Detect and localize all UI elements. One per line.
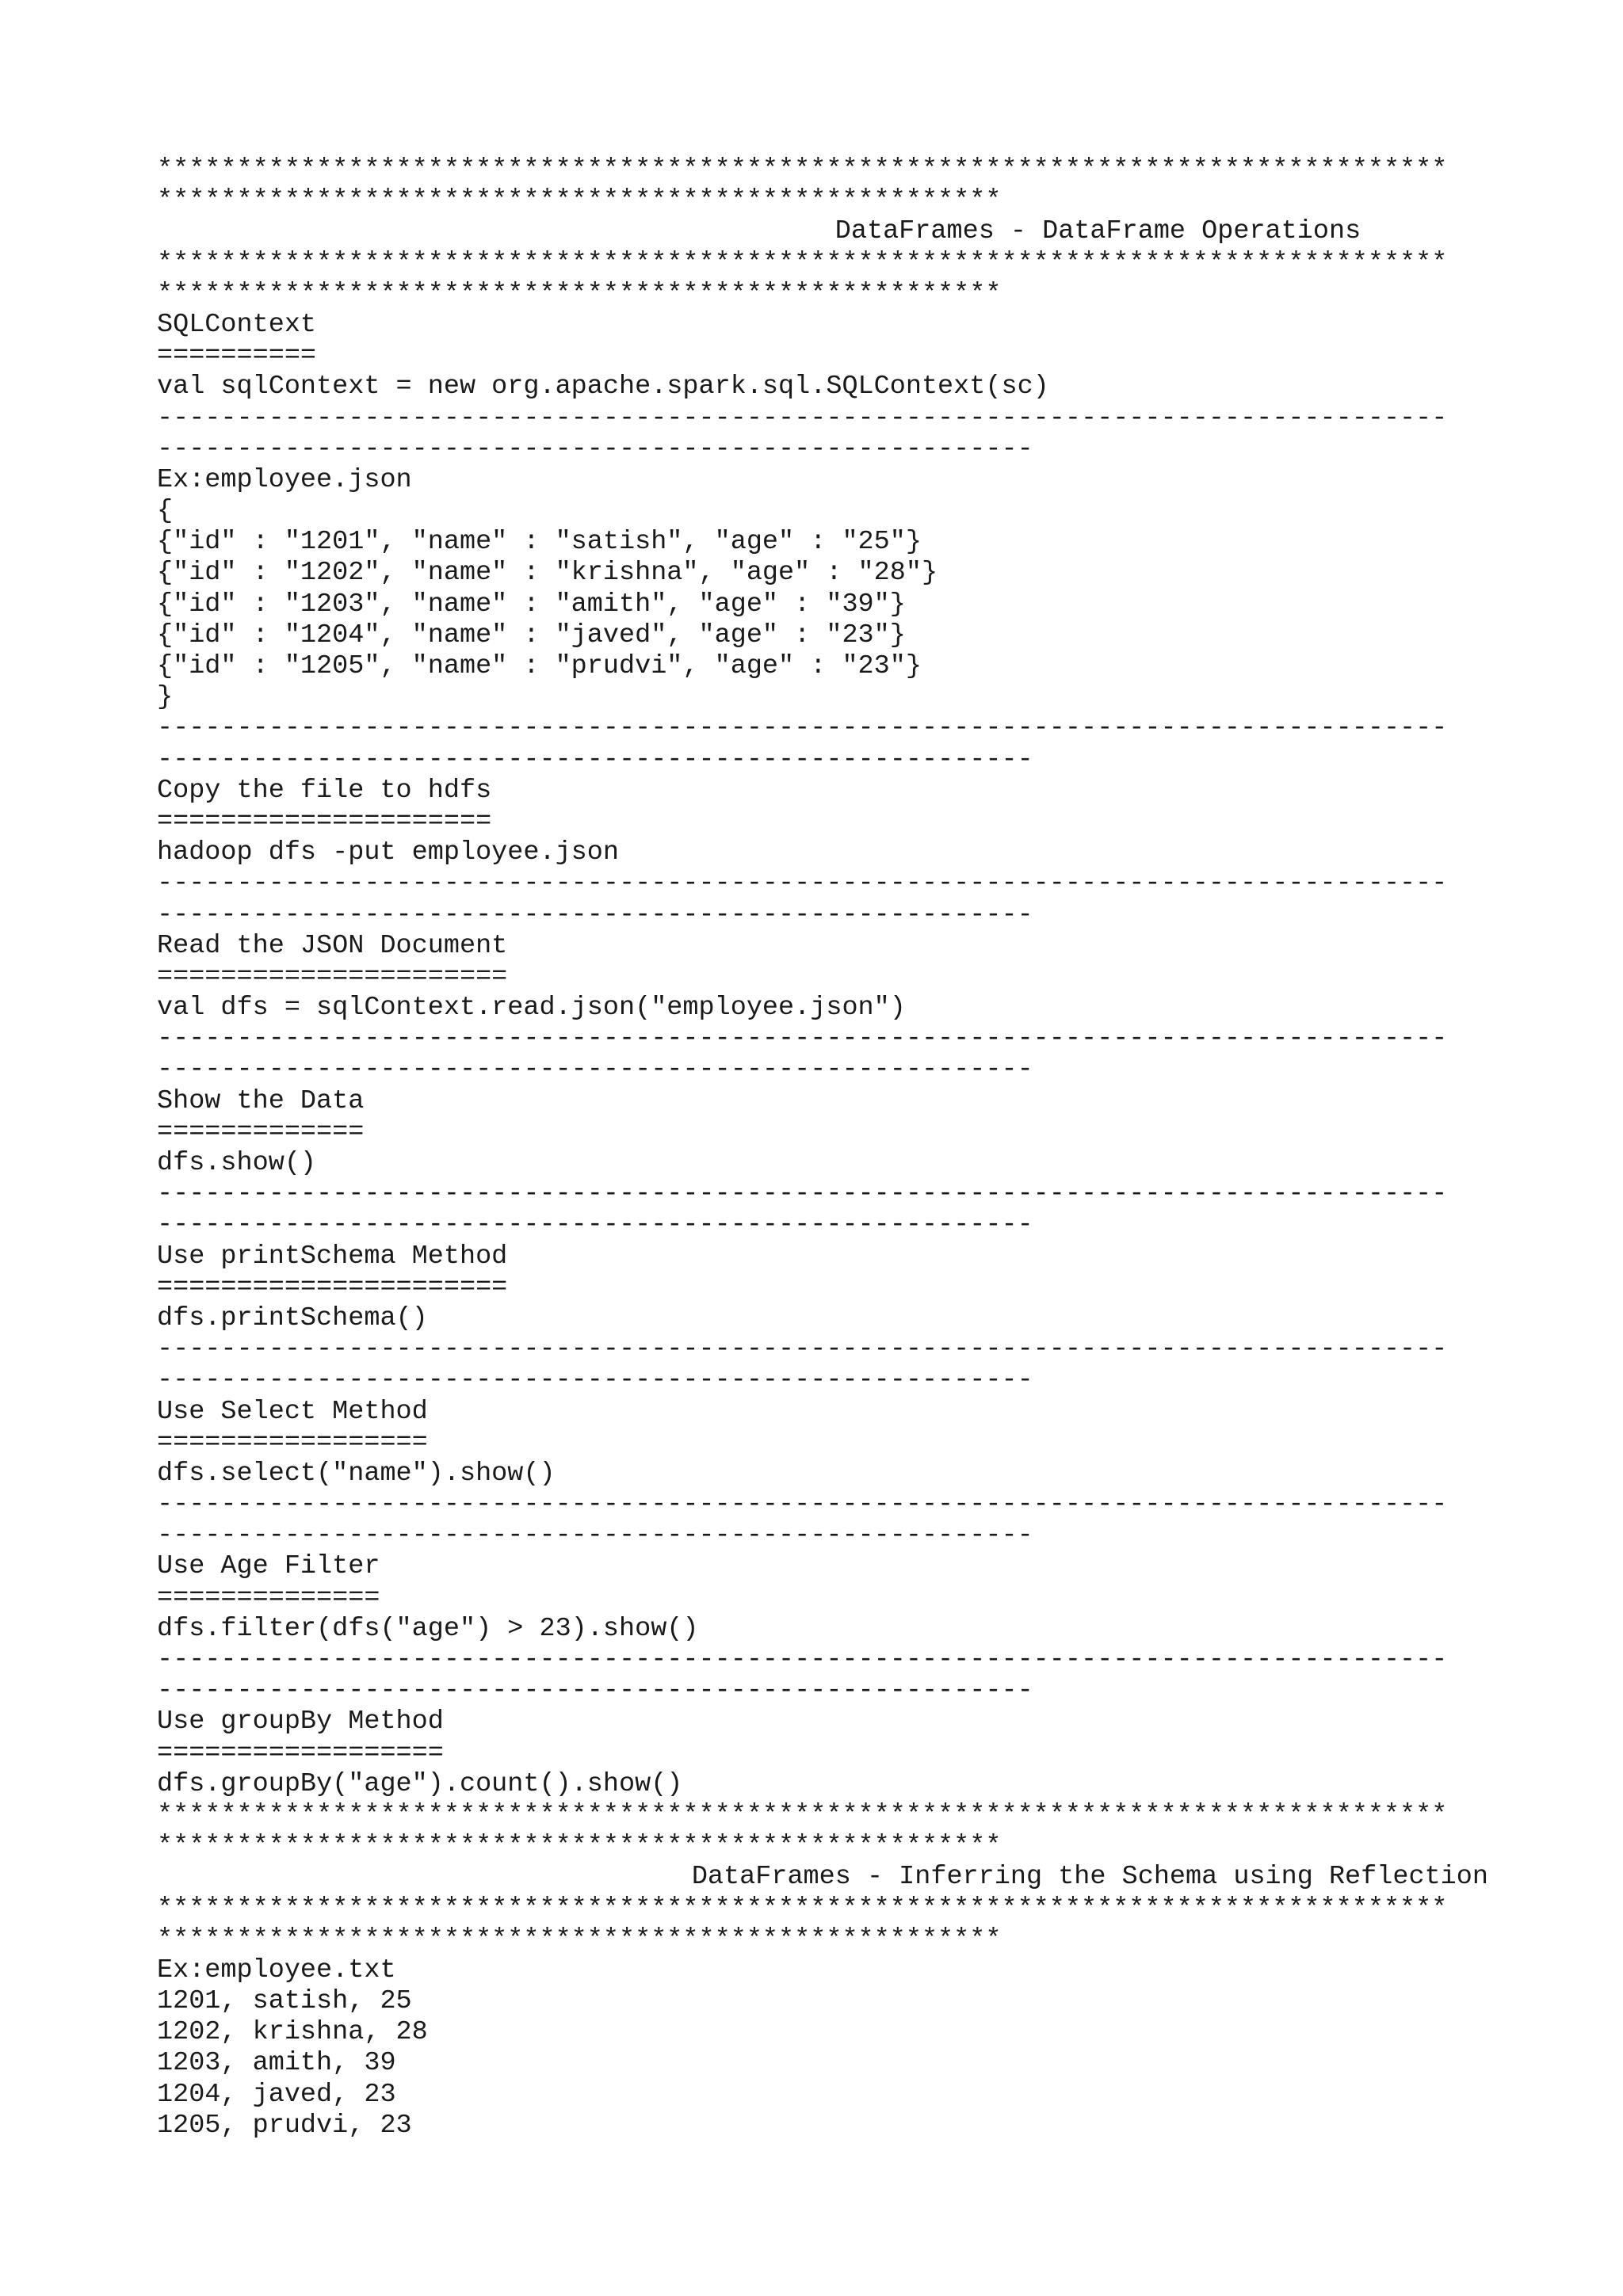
separator-line: ------------------------------------------------------- <box>157 1210 1033 1241</box>
code-line: } <box>157 682 174 713</box>
heading-underline: ====================== <box>157 1272 508 1302</box>
code-line: {"id" : "1204", "name" : "javed", "age" : "23"} <box>157 620 906 650</box>
separator-line: ***************************************************** <box>157 1831 1002 1862</box>
separator-line: --------------------------------------------------------------------------------- <box>157 1334 1448 1365</box>
separator-line: --------------------------------------------------------------------------------- <box>157 713 1448 744</box>
code-line: 1204, javed, 23 <box>157 2079 396 2110</box>
code-line: dfs.show() <box>157 1148 317 1178</box>
heading-underline: ===================== <box>157 806 492 837</box>
heading-underline: ====================== <box>157 961 508 992</box>
separator-line: ***************************************************** <box>157 185 1002 216</box>
separator-line: ********************************************************************************* <box>157 1893 1448 1924</box>
code-line: {"id" : "1203", "name" : "amith", "age" : "39"} <box>157 589 906 620</box>
separator-line: ------------------------------------------------------- <box>157 744 1033 775</box>
code-line: dfs.printSchema() <box>157 1302 428 1333</box>
code-line: 1203, amith, 39 <box>157 2048 396 2079</box>
code-line: 1205, prudvi, 23 <box>157 2110 412 2141</box>
separator-line: ------------------------------------------------------- <box>157 899 1033 930</box>
code-line: {"id" : "1201", "name" : "satish", "age" : "25"} <box>157 527 922 558</box>
separator-line: ********************************************************************************* <box>157 247 1448 278</box>
code-line: {"id" : "1205", "name" : "prudvi", "age" : "23"} <box>157 651 922 681</box>
separator-line: --------------------------------------------------------------------------------- <box>157 1489 1448 1520</box>
code-line: dfs.groupBy("age").count().show() <box>157 1768 683 1799</box>
section-heading: Use Age Filter <box>157 1551 380 1582</box>
document-body <box>157 154 1488 2142</box>
code-line: val sqlContext = new org.apache.spark.sql.SQLContext(sc) <box>157 372 1049 402</box>
code-line: val dfs = sqlContext.read.json("employee.json") <box>157 993 906 1024</box>
section-heading: Ex:employee.txt <box>157 1955 396 1985</box>
section-heading: Use groupBy Method <box>157 1707 444 1737</box>
section-heading: Copy the file to hdfs <box>157 775 492 806</box>
section-heading: Read the JSON Document <box>157 930 508 961</box>
code-line: hadoop dfs -put employee.json <box>157 837 619 868</box>
heading-underline: ================== <box>157 1737 444 1768</box>
separator-line: --------------------------------------------------------------------------------- <box>157 1024 1448 1055</box>
section-heading: Show the Data <box>157 1085 365 1116</box>
code-line: 1202, krishna, 28 <box>157 2017 428 2048</box>
separator-line: ------------------------------------------------------- <box>157 1365 1033 1396</box>
section-heading: Use printSchema Method <box>157 1241 508 1272</box>
separator-line: --------------------------------------------------------------------------------- <box>157 1645 1448 1675</box>
section-heading: SQLContext <box>157 309 317 340</box>
section-heading: Use Select Method <box>157 1396 428 1427</box>
code-line: 1201, satish, 25 <box>157 1986 412 2017</box>
heading-underline: ============= <box>157 1116 365 1147</box>
separator-line: ********************************************************************************* <box>157 1799 1448 1830</box>
heading-underline: ========== <box>157 341 317 372</box>
separator-line: ***************************************************** <box>157 278 1002 309</box>
separator-line: ------------------------------------------------------- <box>157 1520 1033 1551</box>
separator-line: ------------------------------------------------------- <box>157 1676 1033 1707</box>
separator-line: --------------------------------------------------------------------------------- <box>157 868 1448 899</box>
heading-underline: ============== <box>157 1582 380 1613</box>
separator-line: ------------------------------------------------------- <box>157 433 1033 464</box>
section-heading: Ex:employee.json <box>157 464 412 495</box>
code-line: dfs.filter(dfs("age") > 23).show() <box>157 1613 699 1644</box>
section-title: DataFrames - DataFrame Operations <box>834 216 1488 247</box>
separator-line: ********************************************************************************* <box>157 154 1448 185</box>
separator-line: --------------------------------------------------------------------------------- <box>157 1179 1448 1210</box>
heading-underline: ================= <box>157 1427 428 1458</box>
separator-line: --------------------------------------------------------------------------------- <box>157 402 1448 433</box>
separator-line: ***************************************************** <box>157 1924 1002 1955</box>
code-line: dfs.select("name").show() <box>157 1458 556 1489</box>
separator-line: ------------------------------------------------------- <box>157 1055 1033 1085</box>
code-line: { <box>157 496 174 527</box>
section-title: DataFrames - Inferring the Schema using Reflection <box>691 1862 1488 1893</box>
code-line: {"id" : "1202", "name" : "krishna", "age" : "28"} <box>157 558 938 589</box>
